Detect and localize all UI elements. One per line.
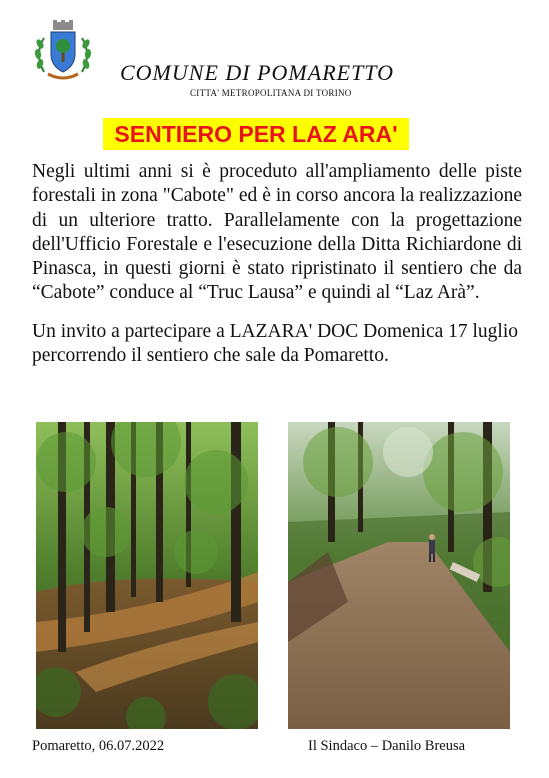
notice-body — [32, 160, 522, 368]
municipality-subtitle: CITTA' METROPOLITANA DI TORINO — [190, 88, 352, 98]
restored-trail-photo — [288, 422, 510, 729]
forest-trail-photo — [36, 422, 258, 729]
place-and-date: Pomaretto, 06.07.2022 — [32, 738, 165, 754]
body-paragraph-2: Un invito a partecipare a LAZARA' DOC Domenica 17 luglio percorrendo il sentiero che sale da Pomaretto. — [32, 320, 519, 367]
notice-title: SENTIERO PER LAZ ARA' — [103, 118, 409, 150]
body-paragraph-1: Negli ultimi anni si è proceduto all'ampliamento delle piste forestali in zona "Cabote" ed è in corso ancora la realizzazione di un ulteriore tratto. Parallelamente con la progettazione dell'Ufficio Forestale e l'esecuzione della Ditta Richiardone di Pinasca, in questi giorni è stato ripristinato il sentiero che da “Cabote” conduce al “Truc Lausa” e quindi al “Laz Arà”. — [32, 161, 522, 304]
municipality-name: COMUNE DI POMARETTO — [120, 60, 395, 85]
mayor-signature-line: Il Sindaco – Danilo Breusa — [308, 738, 466, 754]
